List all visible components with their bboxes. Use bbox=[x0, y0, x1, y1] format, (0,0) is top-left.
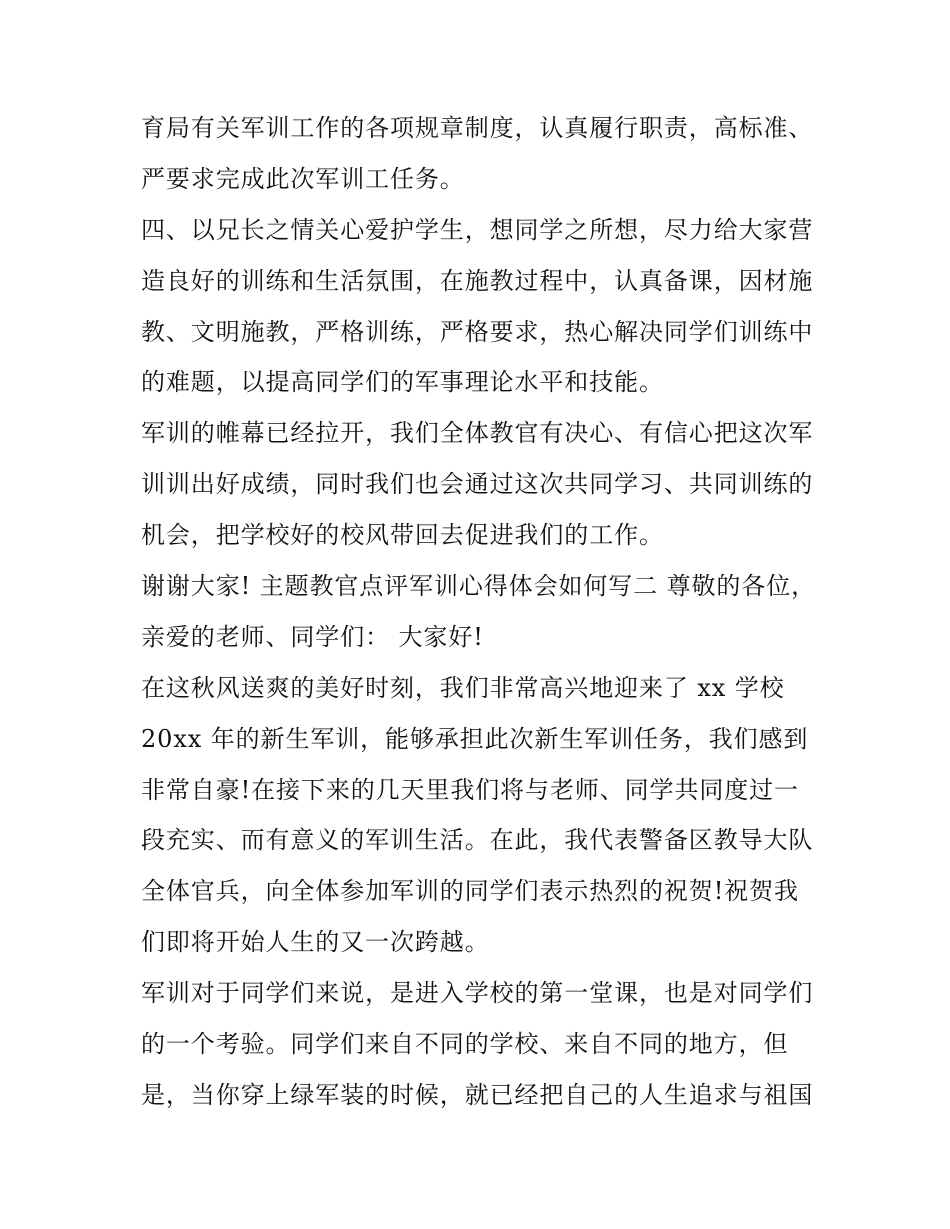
text-line: 非常自豪!在接下来的几天里我们将与老师、同学共同度过一 bbox=[141, 775, 799, 804]
text-line: 们即将开始人生的又一次跨越。 bbox=[141, 928, 490, 957]
text-line: 的难题，以提高同学们的军事理论水平和技能。 bbox=[141, 368, 664, 397]
text-line: 军训对于同学们来说，是进入学校的第一堂课，也是对同学们 bbox=[141, 979, 814, 1008]
text-line: 谢谢大家! 主题教官点评军训心得体会如何写二 尊敬的各位， bbox=[141, 572, 817, 601]
text-line: 在这秋风送爽的美好时刻，我们非常高兴地迎来了 xx 学校 bbox=[141, 673, 785, 702]
text-line: 严要求完成此次军训工任务。 bbox=[141, 164, 465, 193]
text-line: 四、以兄长之情关心爱护学生，想同学之所想，尽力给大家营 bbox=[141, 215, 814, 244]
text-line: 亲爱的老师、同学们： 大家好! bbox=[141, 622, 484, 651]
text-line: 段充实、而有意义的军训生活。在此，我代表警备区教导大队 bbox=[141, 826, 814, 855]
text-line: 训训出好成绩，同时我们也会通过这次共同学习、共同训练的 bbox=[141, 470, 814, 499]
text-line: 教、文明施教，严格训练，严格要求，热心解决同学们训练中 bbox=[141, 317, 814, 346]
text-line: 军训的帷幕已经拉开，我们全体教官有决心、有信心把这次军 bbox=[141, 419, 814, 448]
text-line: 全体官兵，向全体参加军训的同学们表示热烈的祝贺!祝贺我 bbox=[141, 877, 799, 906]
text-line: 20xx 年的新生军训，能够承担此次新生军训任务，我们感到 bbox=[141, 724, 809, 753]
text-line: 的一个考验。同学们来自不同的学校、来自不同的地方，但 bbox=[141, 1030, 789, 1059]
text-line: 机会，把学校好的校风带回去促进我们的工作。 bbox=[141, 521, 664, 550]
text-line: 育局有关军训工作的各项规章制度，认真履行职责，高标准、 bbox=[141, 114, 814, 142]
text-line: 造良好的训练和生活氛围，在施教过程中，认真备课，因材施 bbox=[141, 266, 814, 295]
text-line: 是，当你穿上绿军装的时候，就已经把自己的人生追求与祖国 bbox=[141, 1080, 814, 1109]
body-text bbox=[141, 103, 831, 1121]
